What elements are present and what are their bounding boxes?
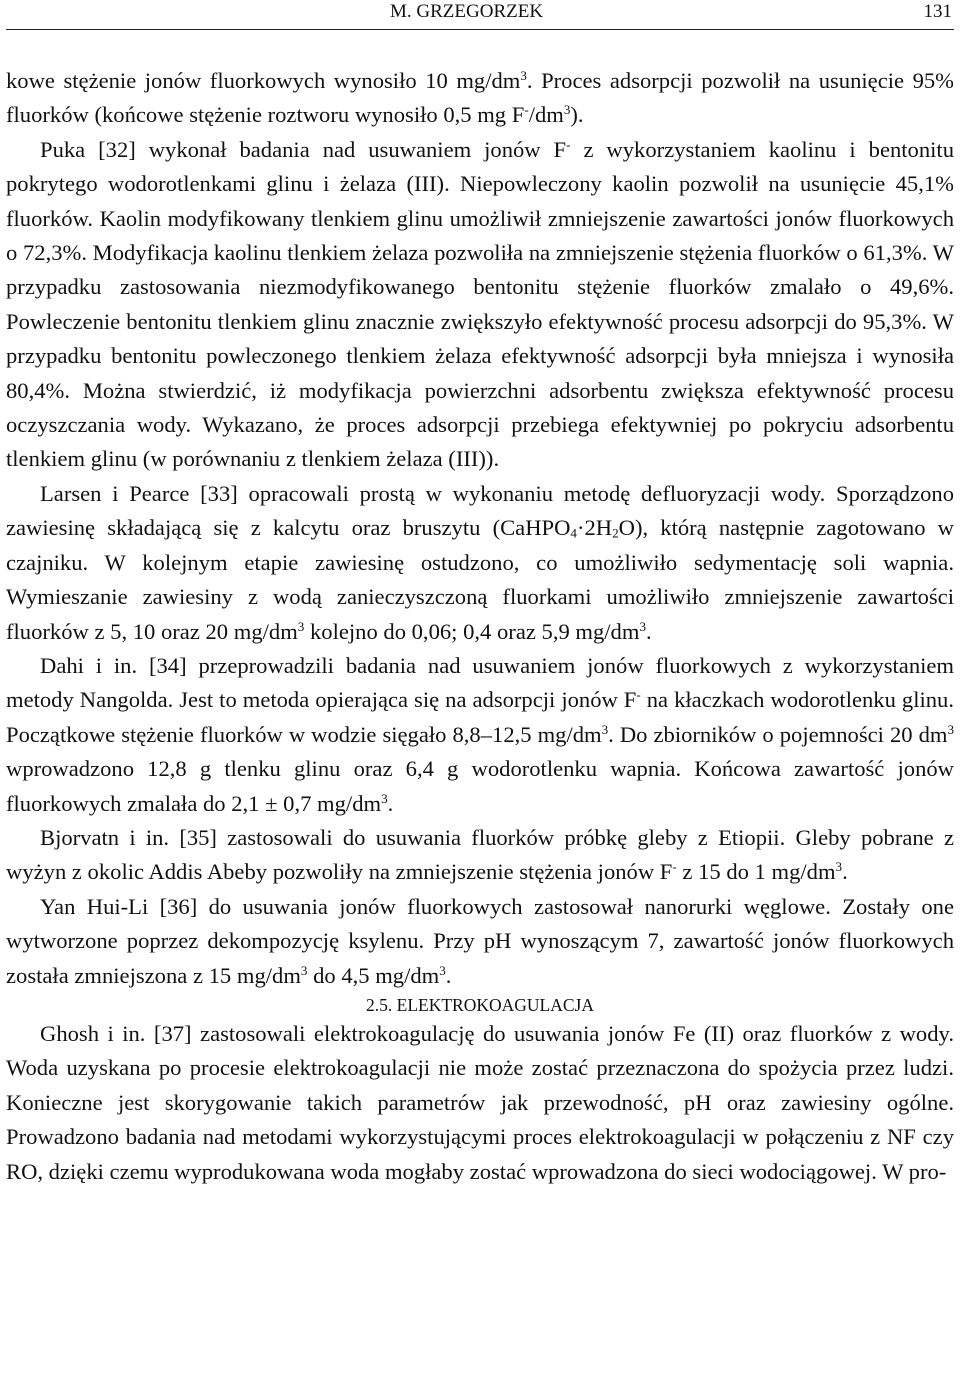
- paragraph-bjorvatn: Bjorvatn i in. [35] zastosowali do usuwania fluorków próbkę gleby z Etiopii. Gleby pobrane z wyżyn z okolic Addis Abeby pozwoliły na zmniejszenie stężenia jonów F- z 15 do 1 $mg/dm^3$.: [6, 824, 954, 885]
- paragraph-larsen-pearce: Larsen i Pearce [33] opracowali prostą w wykonaniu metodę defluoryzacji wody. Sporządzono zawiesinę składającą się z kalcytu oraz bruszytu $(CaHPO_4\cdot 2H_2O)$, którą następnie zagotowano w czajniku. W kolejnym etapie zawiesinę ostudzono, co umożliwiło sedymentację soli wapnia. Wymieszanie zawiesiny z wodą zanieczyszczoną fluorkami umożliwiło zmniejszenie zawartości fluorków z 5, 10 oraz 20 $mg/dm^3$ kolejno do 0,06; 0,4 oraz 5,9 $mg/dm^3$.: [6, 480, 954, 644]
- running-header-title: M. GRZEGORZEK: [390, 1, 544, 22]
- paragraph-puka: Puka [32] wykonał badania nad usuwaniem jonów F- z wykorzystaniem kaolinu i bentonitu pokrytego wodorotlenkami glinu i żelaza (III). Niepowleczony kaolin pozwolił na usunięcie 45,1% fluorków. Kaolin modyfikowany tlenkiem glinu umożliwił zmniejszenie zawartości jonów fluorkowych o 72,3%. Modyfikacja kaolinu tlenkiem żelaza pozwoliła na zmniejszenie stężenia fluorków o 61,3%. W przypadku zastosowania niezmodyfikowanego bentonitu stężenie fluorków zmalało o 49,6%. Powleczenie bentonitu tlenkiem glinu znacznie zwiększyło efektywność procesu adsorpcji do 95,3%. W przypadku bentonitu powleczonego tlenkiem żelaza efektywność adsorpcji była mniejsza i wynosiła 80,4%. Można stwierdzić, iż modyfikacja powierzchni adsorbentu zwiększa efektywność procesu oczyszczania wody. Wykazano, że proces adsorpcji przebiega efektywniej po pokryciu adsorbentu tlenkiem glinu (w porównaniu z tlenkiem żelaza (III)).: [6, 136, 954, 472]
- section-heading: 2.5. ELEKTROKOAGULACJA: [366, 994, 594, 1015]
- paragraph-ghosh: Ghosh i in. [37] zastosowali elektrokoagulację do usuwania jonów Fe (II) oraz fluorków z wody. Woda uzyskana po procesie elektrokoagulacji nie może zostać przeznaczona do spożycia przez ludzi. Konieczne jest skorygowanie takich parametrów jak przewodność, pH oraz zawiesiny ogólne. Prowadzono badania nad metodami wykorzystującymi proces elektrokoagulacji w połączeniu z NF czy RO, dzięki czemu wyprodukowana woda mogłaby zostać wprowadzona do sieci wodociągowej. W pro-: [6, 1020, 954, 1184]
- paragraph-continuation: kowe stężenie jonów fluorkowych wynosiło 10 $mg/dm^3$. Proces adsorpcji pozwolił na usunięcie 95% fluorków (końcowe stężenie roztworu wynosiło 0,5 mg $F^-/dm^3$).: [6, 67, 954, 128]
- page-number: 131: [923, 1, 952, 22]
- paragraph-dahi: Dahi i in. [34] przeprowadzili badania nad usuwaniem jonów fluorkowych z wykorzystaniem metody Nangolda. Jest to metoda opierająca się na adsorpcji jonów F- na kłaczkach wodorotlenku glinu. Początkowe stężenie fluorków w wodzie sięgało 8,8–12,5 $mg/dm^3$. Do zbiorników o pojemności 20 $dm^3$ wprowadzono 12,8 g tlenku glinu oraz 6,4 g wodorotlenku wapnia. Końcowa zawartość jonów fluorkowych zmalała do 2,1 ± 0,7 $mg/dm^3$.: [6, 652, 954, 816]
- document-body: [6, 64, 954, 1189]
- paragraph-yan-hui-li: Yan Hui-Li [36] do usuwania jonów fluorkowych zastosował nanorurki węglowe. Zostały one wytworzone poprzez dekompozycję ksylenu. Przy pH wynoszącym 7, zawartość jonów fluorkowych została zmniejszona z 15 $mg/dm^3$ do 4,5 $mg/dm^3$.: [6, 893, 954, 988]
- header-divider: [6, 29, 954, 30]
- running-header: [6, 0, 954, 26]
